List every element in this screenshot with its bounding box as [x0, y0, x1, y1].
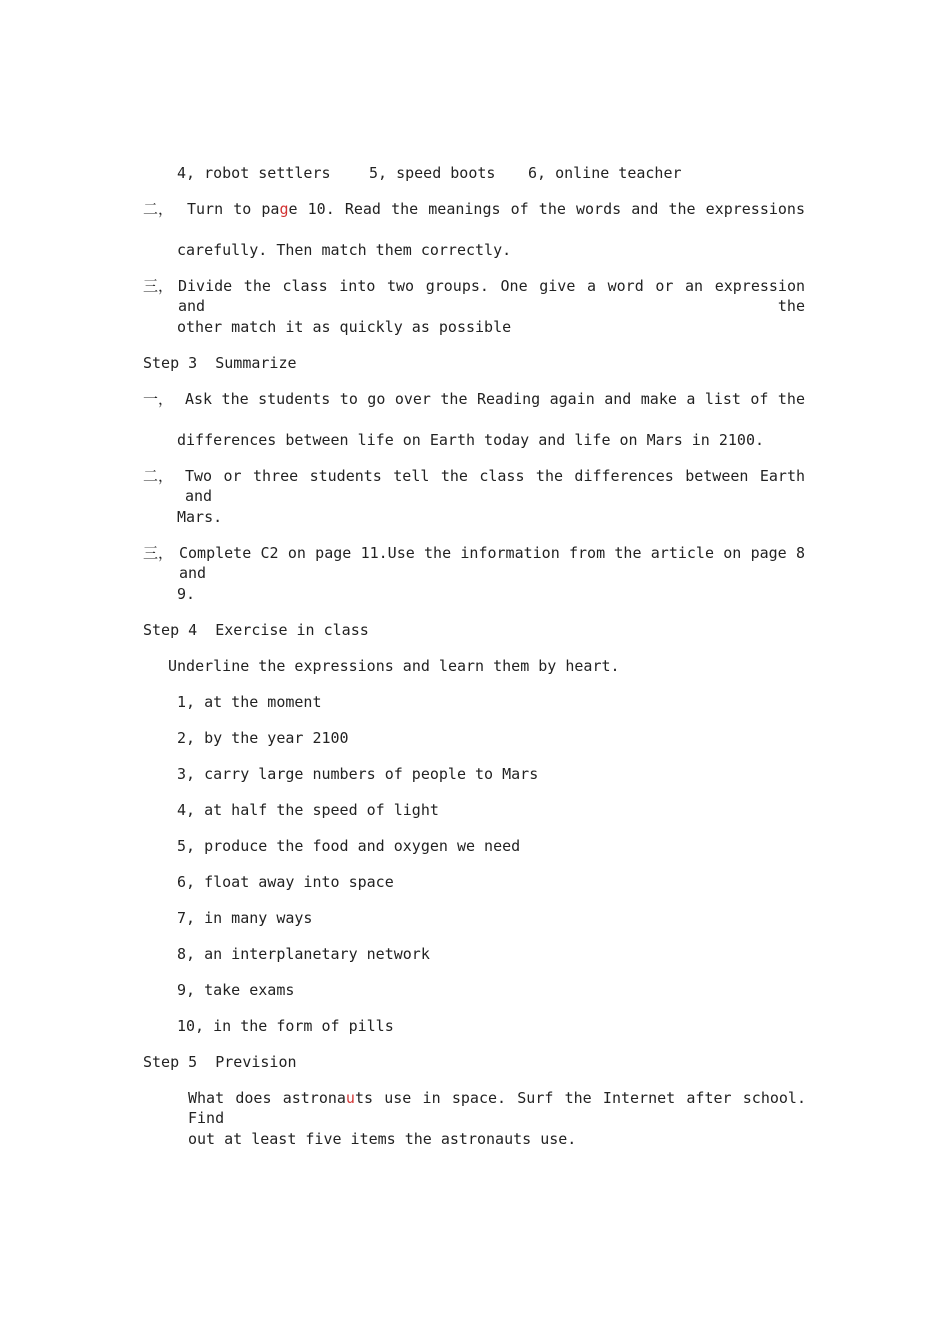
- paragraph-line: Complete C2 on page 11.Use the information from the article on page 8 and: [179, 544, 805, 582]
- highlighted-letter: g: [279, 200, 289, 218]
- paragraph-line: other match it as quickly as possible: [177, 318, 512, 336]
- vocab-item-4: 4, robot settlers: [177, 164, 331, 182]
- vocab-item-6: 6, online teacher: [528, 164, 682, 182]
- text-segment: ts use in space. Surf the Internet after school. Find: [188, 1089, 806, 1127]
- list-marker: 三，: [143, 544, 174, 562]
- text-segment: Turn to pa: [187, 200, 280, 218]
- list-item: 8, an interplanetary network: [177, 945, 430, 963]
- step-heading: Step 5 Prevision: [143, 1053, 297, 1071]
- list-item: 2, by the year 2100: [177, 729, 349, 747]
- paragraph-line: carefully. Then match them correctly.: [177, 241, 512, 259]
- list-item: 10, in the form of pills: [177, 1017, 394, 1035]
- list-marker: 二，: [143, 200, 174, 218]
- list-item: 5, produce the food and oxygen we need: [177, 837, 521, 855]
- list-item: 4, at half the speed of light: [177, 801, 439, 819]
- paragraph-line: Divide the class into two groups. One give a word or an expression and the: [178, 277, 805, 315]
- list-item: 6, float away into space: [177, 873, 394, 891]
- paragraph-line: [187, 199, 805, 219]
- list-item: 1, at the moment: [177, 693, 322, 711]
- text-segment: What does astrona: [188, 1089, 346, 1107]
- list-marker: 二，: [143, 467, 174, 485]
- step-heading: Step 3 Summarize: [143, 354, 297, 372]
- vocab-item-5: 5, speed boots: [369, 164, 496, 182]
- list-marker: 三，: [143, 277, 174, 295]
- list-item: 9, take exams: [177, 981, 295, 999]
- list-item: 3, carry large numbers of people to Mars: [177, 765, 539, 783]
- paragraph-line: Ask the students to go over the Reading again and make a list of the: [185, 390, 805, 408]
- step-heading: Step 4 Exercise in class: [143, 621, 369, 639]
- paragraph-line: [188, 1088, 806, 1128]
- paragraph-line: Mars.: [177, 508, 223, 526]
- paragraph-line: Two or three students tell the class the differences between Earth and: [185, 467, 805, 505]
- list-item: 7, in many ways: [177, 909, 313, 927]
- paragraph-line: 9.: [177, 585, 196, 603]
- paragraph-line: out at least five items the astronauts use.: [188, 1130, 577, 1148]
- paragraph-line: differences between life on Earth today and life on Mars in 2100.: [177, 431, 764, 449]
- text-segment: e 10. Read the meanings of the words and the expressions: [288, 200, 805, 218]
- instruction-text: Underline the expressions and learn them by heart.: [168, 657, 620, 675]
- highlighted-letter: u: [345, 1089, 355, 1107]
- list-marker: 一，: [143, 390, 174, 408]
